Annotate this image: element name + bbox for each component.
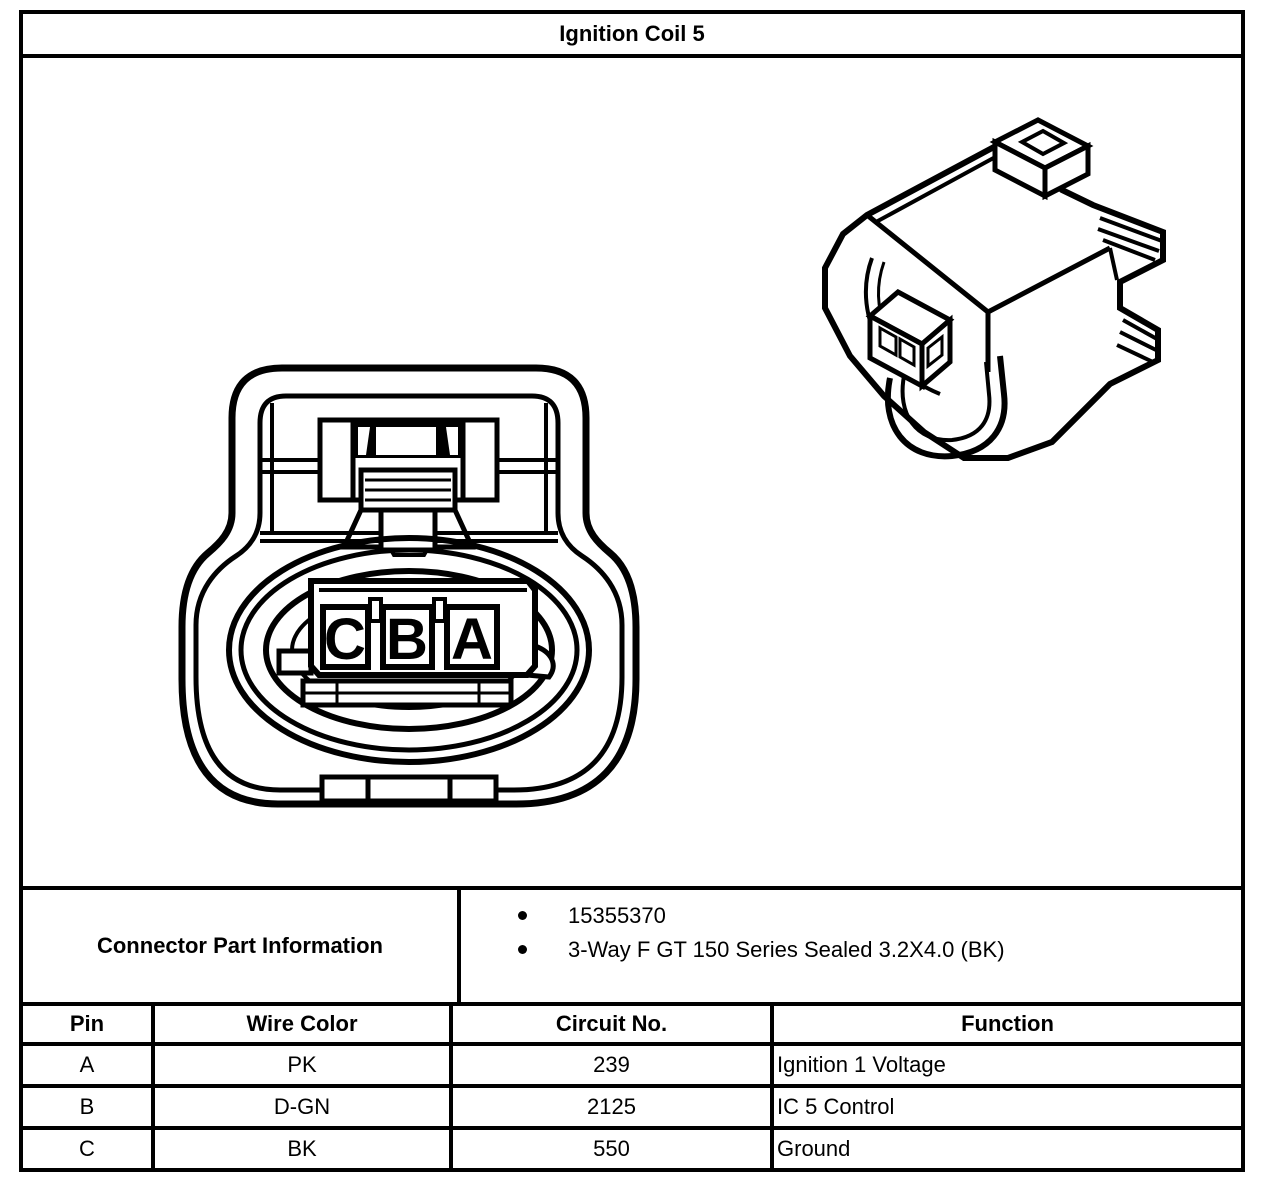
front-latch-window [376,427,436,455]
front-latch-tongue [381,510,435,550]
wire-color-cell: D-GN [155,1088,453,1126]
front-bottom-tab-1 [322,777,368,801]
connector-isometric-view-drawing [810,110,1175,475]
circuit-no-cell: 239 [453,1046,774,1084]
table-row-a [23,1046,1241,1088]
circuit-no-cell: 550 [453,1130,774,1168]
pin-label-a: A [451,607,493,672]
connector-part-info-section [23,890,1241,1006]
function-cell: Ignition 1 Voltage [777,1052,946,1077]
page-title: Ignition Coil 5 [559,21,705,46]
connector-part-info-label: Connector Part Information [23,890,461,1002]
pin-label-c: C [324,607,366,672]
connector-part-info-list [461,890,1241,1002]
function-cell: IC 5 Control [777,1094,895,1119]
front-housing-tab-1 [370,599,381,621]
circuit-no-cell: 2125 [453,1088,774,1126]
function-cell: Ground [777,1136,851,1161]
front-bottom-tab-3 [450,777,496,801]
pin-table [23,1006,1241,1168]
front-bottom-tab-2 [368,777,450,801]
pin-table-header-row [23,1006,1241,1046]
header-pin: Pin [23,1006,155,1042]
connector-sheet [19,10,1245,1172]
diagram-area [23,58,1241,890]
header-wire-color: Wire Color [155,1006,453,1042]
part-number-item [461,900,1241,931]
table-row-c [23,1130,1241,1168]
pin-cell: A [23,1046,155,1084]
header-circuit-no: Circuit No. [453,1006,774,1042]
table-row-b [23,1088,1241,1130]
part-description: 3-Way F GT 150 Series Sealed 3.2X4.0 (BK) [568,936,1005,962]
part-number: 15355370 [568,902,666,928]
pin-cell: C [23,1130,155,1168]
front-housing-foot-left [279,651,311,673]
header-function: Function [961,1011,1054,1036]
front-housing-tab-2 [434,599,445,621]
bullet-icon [518,911,527,920]
iso-body-outline [825,140,1163,458]
pin-label-b: B [386,607,428,672]
part-description-item [461,934,1241,965]
bullet-icon [518,945,527,954]
wire-color-cell: PK [155,1046,453,1084]
pin-cell: B [23,1088,155,1126]
title-bar [23,14,1241,58]
connector-front-view-drawing [178,363,640,810]
wire-color-cell: BK [155,1130,453,1168]
